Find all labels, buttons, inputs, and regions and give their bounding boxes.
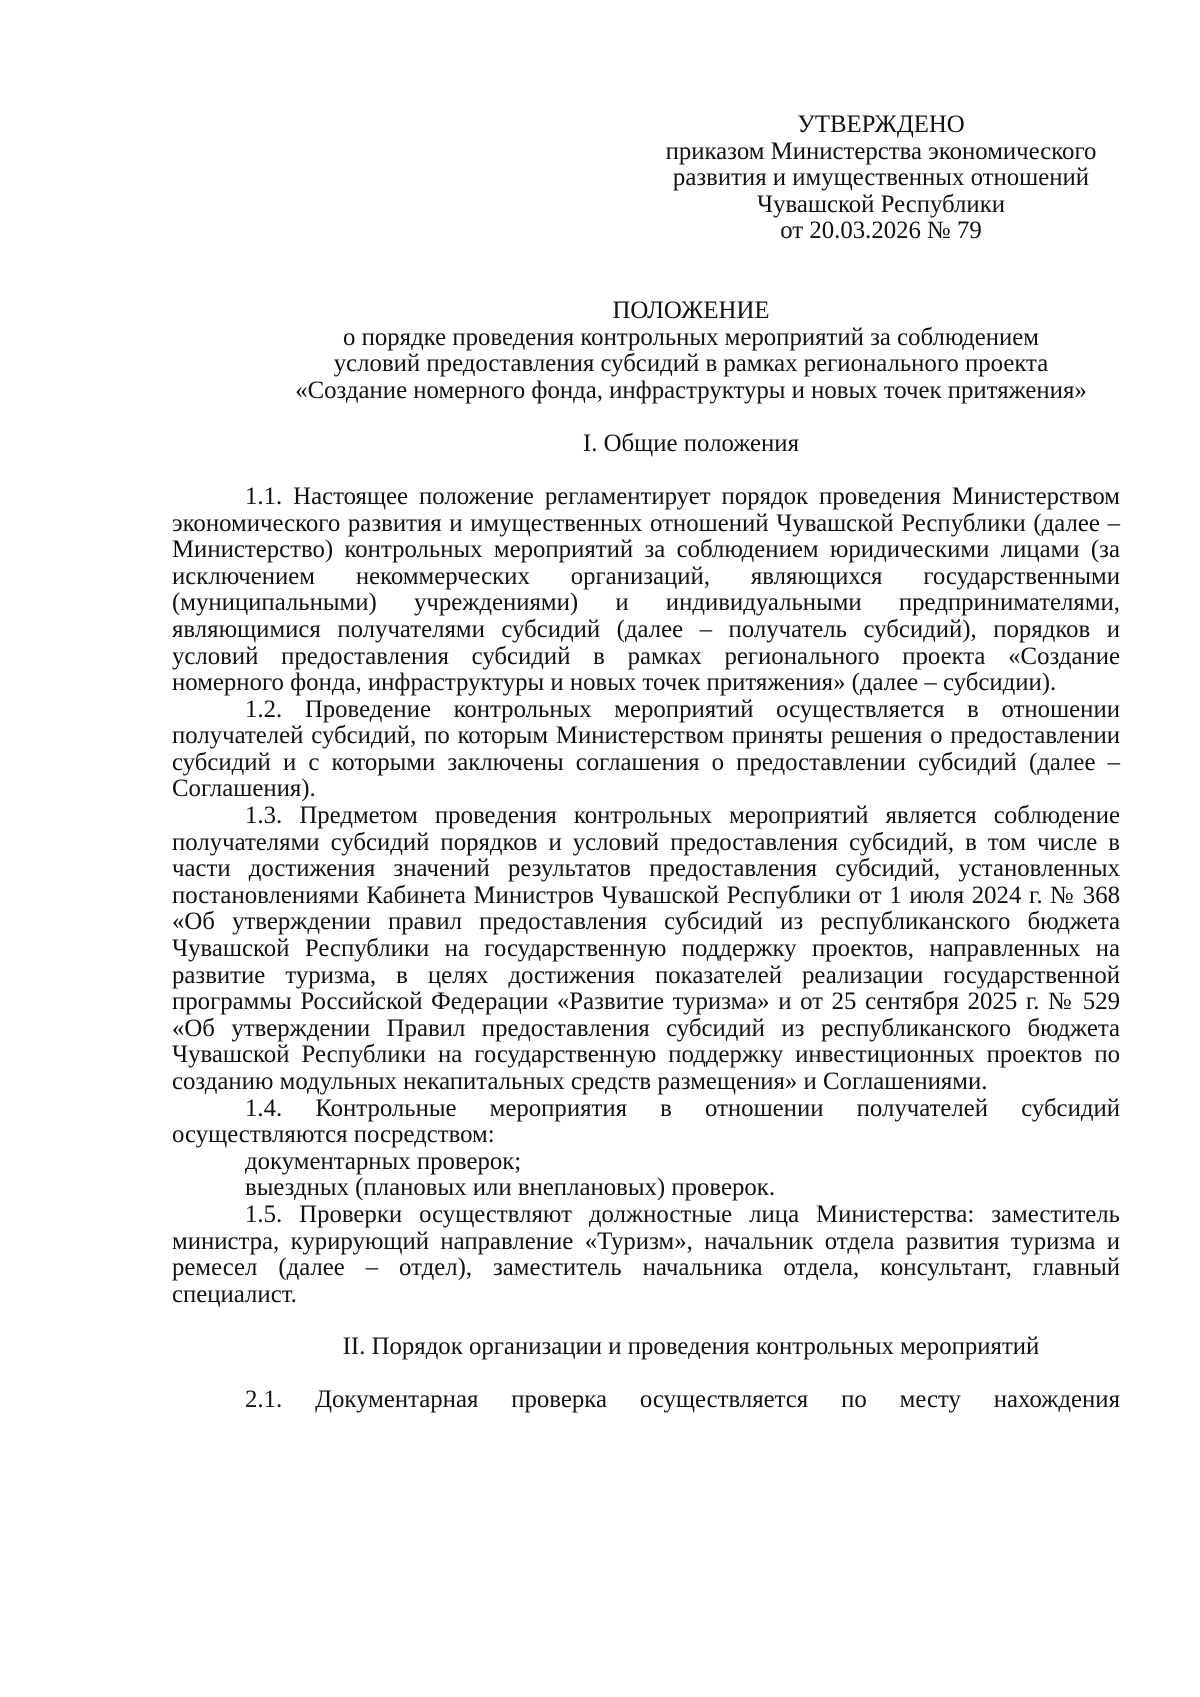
approval-republic-line: Чувашской Республики xyxy=(756,190,1006,218)
section-1-heading: I. Общие положения xyxy=(582,430,799,458)
section-2-heading: II. Порядок организации и проведения контрольных мероприятий xyxy=(342,1333,1040,1361)
approval-heading: УТВЕРЖДЕНО xyxy=(797,111,965,138)
document-page xyxy=(172,112,1120,1414)
paragraph-1-4-item-onsite: выездных (плановых или внеплановых) проверок. xyxy=(245,1174,776,1202)
approval-ministry-line: развития и имущественных отношений xyxy=(672,164,1090,192)
title-line-1: о порядке проведения контрольных мероприятий за соблюдением xyxy=(343,323,1039,351)
approval-date-number: от 20.03.2026 № 79 xyxy=(780,217,982,245)
title-heading: ПОЛОЖЕНИЕ xyxy=(612,296,770,324)
approval-block xyxy=(642,112,1120,245)
title-line-3: «Создание номерного фонда, инфраструктуры и новых точек притяжения» xyxy=(295,376,1087,404)
approval-order-line: приказом Министерства экономического xyxy=(665,137,1097,165)
title-line-2: условий предоставления субсидий в рамках регионального проекта xyxy=(333,350,1049,378)
paragraph-1-4-item-documentary: документарных проверок; xyxy=(245,1147,522,1175)
paragraph-1-3: 1.3. Предметом проведения контрольных мероприятий является соблюдение получателями субсидий порядков и условий предоставления субсидий, в том числе в части достижения значений результатов предоставления субсидий, установленных постановлениями Кабинета Министров Чувашской Республики от 1 июля 2024 г. № 368 «Об утверждении правил предоставления субсидий из республиканского бюджета Чувашской Республики на государственную поддержку проектов, направленных на развитие туризма, в целях достижения показателей реализации государственной программы Российской Федерации «Развитие туризма» и от 25 сентября 2025 г. № 529 «Об утверждении Правил предоставления субсидий из республиканского бюджета Чувашской Республики на государственную поддержку инвестиционных проектов по созданию модульных некапитальных средств размещения» и Соглашениями. xyxy=(172,802,1120,1095)
paragraph-2-1: 2.1. Документарная проверка осуществляется по месту нахождения xyxy=(245,1385,1120,1413)
paragraph-1-5: 1.5. Проверки осуществляют должностные лица Министерства: заместитель министра, курирующий направление «Туризм», начальник отдела развития туризма и ремесел (далее – отдел), заместитель начальника отдела, консультант, главный специалист. xyxy=(172,1200,1120,1308)
paragraph-1-1: 1.1. Настоящее положение регламентирует порядок проведения Министерством экономического развития и имущественных отношений Чувашской Республики (далее – Министерство) контрольных мероприятий за соблюдением юридическими лицами (за исключением некоммерческих организаций, являющихся государственными (муниципальными) учреждениями) и индивидуальными предпринимателями, являющимися получателями субсидий (далее – получатель субсидий), порядков и условий предоставления субсидий в рамках регионального проекта «Создание номерного фонда, инфраструктуры и новых точек притяжения» (далее – субсидии). xyxy=(172,482,1120,697)
paragraph-1-2: 1.2. Проведение контрольных мероприятий осуществляется в отношении получателей субсидий, по которым Министерством приняты решения о предоставлении субсидий и с которыми заключены соглашения о предоставлении субсидий (далее – Соглашения). xyxy=(172,695,1120,803)
paragraph-1-4: 1.4. Контрольные мероприятия в отношении получателей субсидий осуществляются посредством: xyxy=(172,1094,1120,1149)
document-title xyxy=(262,298,1120,404)
